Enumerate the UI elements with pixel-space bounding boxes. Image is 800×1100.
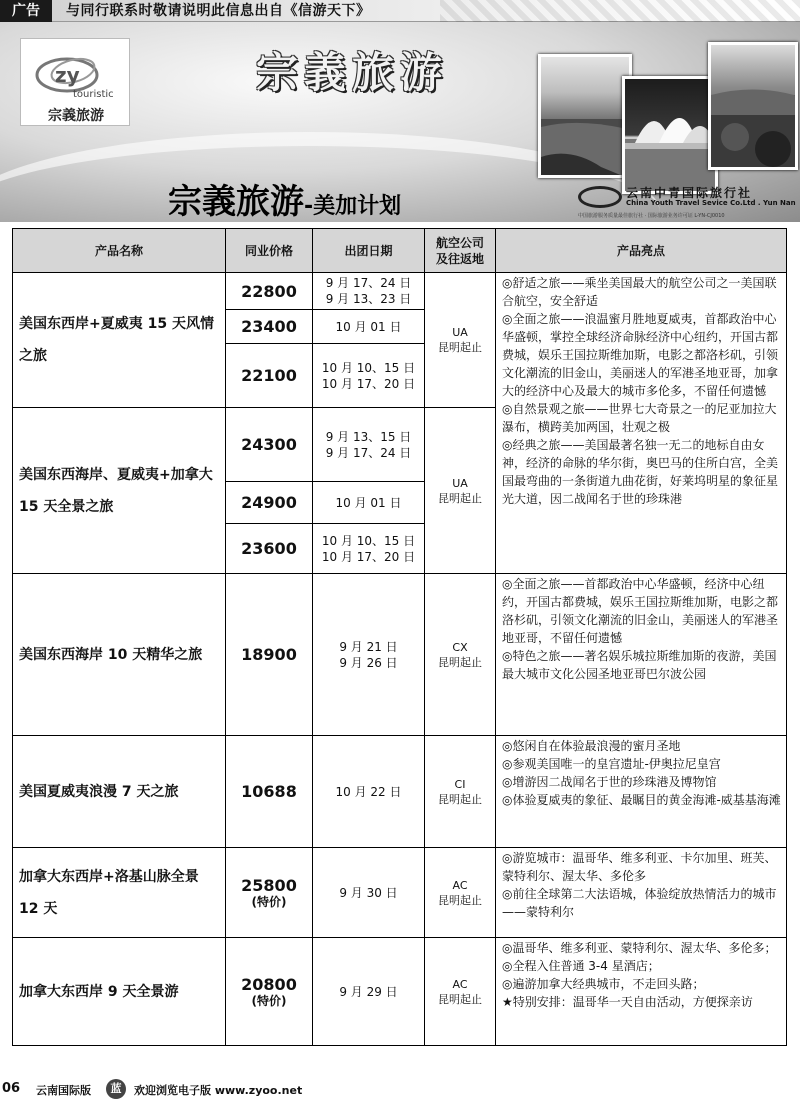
header-airline: 航空公司 及往返地 xyxy=(425,229,496,273)
product-dates: 9 月 30 日 xyxy=(313,848,425,938)
table-row xyxy=(13,273,787,310)
product-highlights xyxy=(496,736,787,848)
website-link[interactable]: 欢迎浏览电子版 www.zyoo.net xyxy=(134,1084,303,1097)
highlight-line: ◎温哥华、维多利亚、蒙特利尔、渥太华、多伦多； xyxy=(502,941,777,955)
product-price: 24900 xyxy=(226,482,313,524)
product-name: 加拿大东西岸 9 天全景游 xyxy=(13,938,226,1046)
agency-emblem-icon xyxy=(578,186,622,208)
product-dates: 10 月 22 日 xyxy=(313,736,425,848)
product-name: 美国夏威夷浪漫 7 天之旅 xyxy=(13,736,226,848)
highlight-line: ◎游览城市：温哥华、维多利亚、卡尔加里、班芙、蒙特利尔、渥太华、多伦多 xyxy=(502,851,777,883)
product-highlights xyxy=(496,574,787,736)
product-dates: 10 月 10、15 日 10 月 17、20 日 xyxy=(313,524,425,574)
product-price: 22800 xyxy=(226,273,313,310)
product-airline: AC 昆明起止 xyxy=(425,938,496,1046)
product-airline: UA 昆明起止 xyxy=(425,408,496,574)
product-name: 美国东西海岸 10 天精华之旅 xyxy=(13,574,226,736)
banner xyxy=(0,22,800,222)
header-highlights: 产品亮点 xyxy=(496,229,787,273)
product-highlights xyxy=(496,938,787,1046)
product-dates: 9 月 29 日 xyxy=(313,938,425,1046)
product-price: 18900 xyxy=(226,574,313,736)
opera-house-photo xyxy=(622,76,718,194)
header-price: 同业价格 xyxy=(226,229,313,273)
product-dates: 9 月 17、24 日 9 月 13、23 日 xyxy=(313,273,425,310)
highlight-line: ◎增游因二战闻名于世的珍珠港及博物馆 xyxy=(502,775,717,789)
logo-chinese: 宗義旅游 xyxy=(48,108,104,124)
plan-title-suffix: -美加计划 xyxy=(304,194,402,219)
page-number: 06 xyxy=(2,1081,21,1096)
brand-logo xyxy=(20,38,130,126)
product-dates: 10 月 01 日 xyxy=(313,482,425,524)
table-row xyxy=(13,736,787,848)
ad-notice-strip xyxy=(0,0,800,22)
highlight-line: ◎全面之旅——浪温蜜月胜地夏威夷，首都政治中心华盛顿，掌控全球经济命脉经济中心纽约，开国古都费城，娱乐王国拉斯维加斯，电影之都洛杉矶，引领文化潮流的旧金山，美丽迷人的军港圣地亚哥，加拿大的经济中心及最大的城市多伦多，不留任何遗憾 xyxy=(502,312,779,398)
product-dates: 10 月 10、15 日 10 月 17、20 日 xyxy=(313,344,425,408)
product-highlights xyxy=(496,273,787,574)
special-price-note: (特价) xyxy=(251,894,287,909)
ad-notice-text: 与同行联系时敬请说明此信息出自《信游天下》 xyxy=(66,3,371,19)
product-name: 美国东西海岸、夏威夷+加拿大 15 天全景之旅 xyxy=(13,408,226,574)
agency-license: 中国旅游服务质量最佳旅行社 · 国际旅游业务许可证 L-YN-CJ0010 xyxy=(578,213,725,219)
highlight-line: ◎前往全球第二大法语城，体验绽放热情活力的城市——蒙特利尔 xyxy=(502,887,777,919)
grassland-photo xyxy=(708,42,798,170)
plan-title xyxy=(168,174,401,222)
edition-badge: 蓝 xyxy=(106,1079,126,1099)
product-airline: UA 昆明起止 xyxy=(425,273,496,408)
product-price: 20800 (特价) xyxy=(226,938,313,1046)
coastline-photo xyxy=(538,54,632,178)
product-dates: 10 月 01 日 xyxy=(313,310,425,344)
header-date: 出团日期 xyxy=(313,229,425,273)
highlight-line: ◎全面之旅——首都政治中心华盛顿，经济中心纽约，开国古都费城，娱乐王国拉斯维加斯，电影之都洛杉矶，引领文化潮流的旧金山，美丽迷人的军港圣地亚哥，不留任何遗憾 xyxy=(502,577,779,645)
agency-name-en: China Youth Travel Sevice Co.Ltd . Yun Nan xyxy=(626,199,796,207)
special-price-note: (特价) xyxy=(251,993,287,1008)
highlight-line: ◎遍游加拿大经典城市，不走回头路； xyxy=(502,977,705,991)
logo-english: touristic xyxy=(73,89,114,100)
table-header-row xyxy=(13,229,787,273)
highlight-line: ◎舒适之旅——乘坐美国最大的航空公司之一美国联合航空，安全舒适 xyxy=(502,276,777,308)
agency-name-cn: 云南中青国际旅行社 xyxy=(626,186,753,200)
product-price: 23600 xyxy=(226,524,313,574)
table-row xyxy=(13,938,787,1046)
banner-title: 宗義旅游 xyxy=(256,48,449,97)
agency-logo xyxy=(578,184,800,222)
plan-title-brand: 宗義旅游 xyxy=(168,182,304,222)
product-name: 美国东西岸+夏威夷 15 天风情之旅 xyxy=(13,273,226,408)
highlight-line: ◎悠闲自在体验最浪漫的蜜月圣地 xyxy=(502,739,681,753)
highlight-line: ◎自然景观之旅——世界七大奇景之一的尼亚加拉大瀑布，横跨美加两国，壮观之极 xyxy=(502,402,777,434)
product-price: 25800 (特价) xyxy=(226,848,313,938)
product-dates: 9 月 13、15 日 9 月 17、24 日 xyxy=(313,408,425,482)
highlight-line: ★特别安排：温哥华一天自由活动，方便探亲访 xyxy=(502,995,753,1009)
product-price: 24300 xyxy=(226,408,313,482)
product-airline: CI 昆明起止 xyxy=(425,736,496,848)
product-table xyxy=(12,228,787,1046)
edition-label: 云南国际版 xyxy=(36,1084,91,1097)
product-highlights xyxy=(496,848,787,938)
table-row xyxy=(13,848,787,938)
highlight-line: ◎特色之旅——著名娱乐城拉斯维加斯的夜游，美国最大城市文化公园圣地亚哥巴尔波公园 xyxy=(502,649,777,681)
header-name: 产品名称 xyxy=(13,229,226,273)
highlight-line: ◎全程入住普通 3-4 星酒店； xyxy=(502,959,660,973)
highlight-line: ◎体验夏威夷的象征、最瞩目的黄金海滩-威基基海滩 xyxy=(502,793,781,807)
product-price: 23400 xyxy=(226,310,313,344)
product-price: 22100 xyxy=(226,344,313,408)
product-price: 10688 xyxy=(226,736,313,848)
svg-text:zy: zy xyxy=(55,63,80,87)
product-airline: AC 昆明起止 xyxy=(425,848,496,938)
product-name: 加拿大东西岸+洛基山脉全景 12 天 xyxy=(13,848,226,938)
product-airline: CX 昆明起止 xyxy=(425,574,496,736)
ad-label: 广告 xyxy=(0,0,52,22)
table-row xyxy=(13,574,787,736)
highlight-line: ◎参观美国唯一的皇宫遗址-伊奥拉尼皇宫 xyxy=(502,757,721,771)
product-dates: 9 月 21 日 9 月 26 日 xyxy=(313,574,425,736)
highlight-line: ◎经典之旅——美国最著名独一无二的地标自由女神，经济的命脉的华尔街，奥巴马的住所白宫，全美国最弯曲的一条街道九曲花街，好莱坞明星的象征星光大道，因二战闻名于世的珍珠港 xyxy=(502,438,779,506)
page-footer xyxy=(0,1078,800,1100)
checker-pattern xyxy=(440,0,800,22)
